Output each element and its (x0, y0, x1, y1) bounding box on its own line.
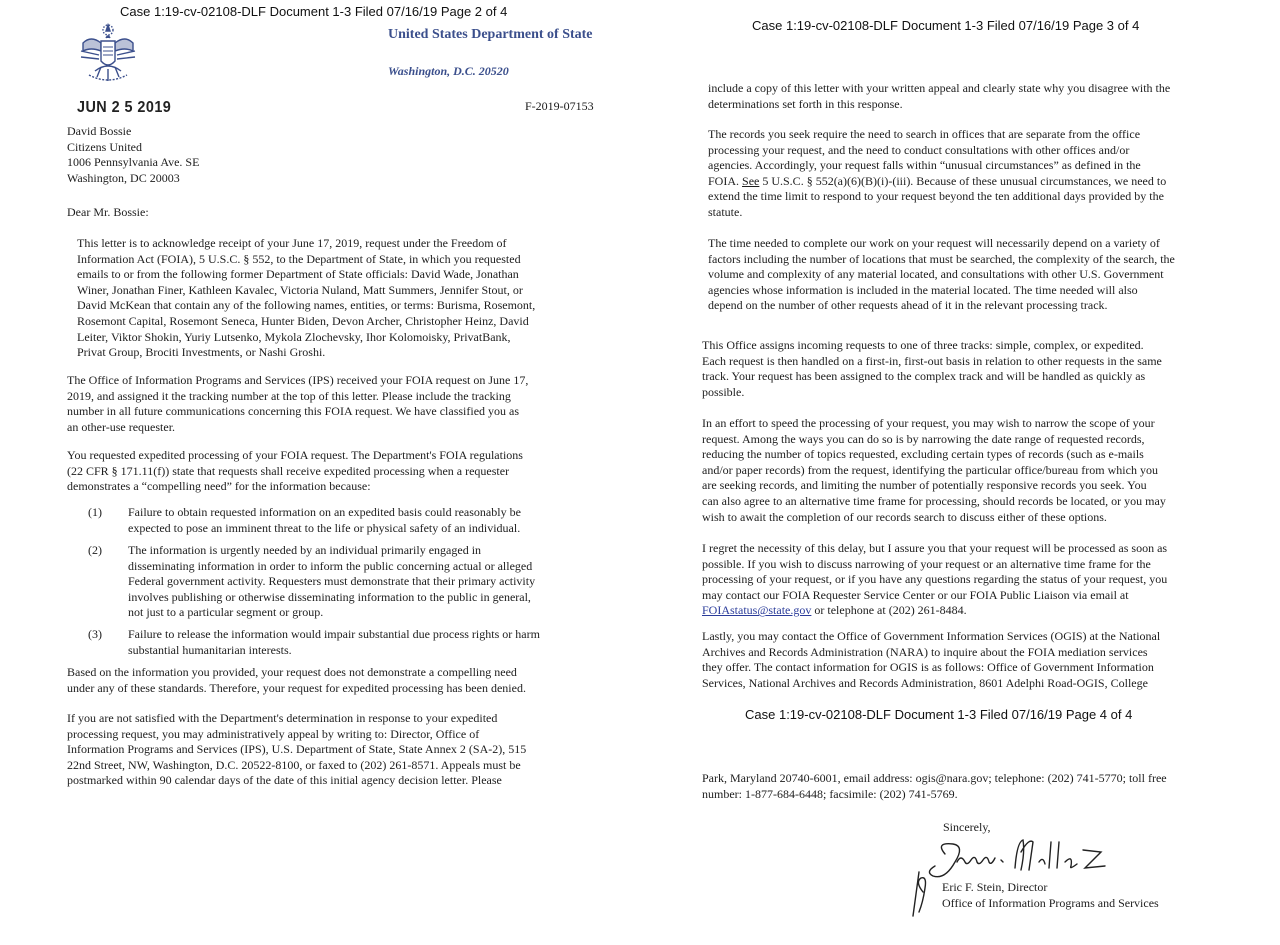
recipient-address (67, 124, 199, 186)
text-line: demonstrates a “compelling need” for the information because: (67, 479, 371, 494)
text-line: possible. If you wish to discuss narrowing of your request or an alternative time frame for the (702, 556, 1151, 571)
text-line: include a copy of this letter with your written appeal and clearly state why you disagree with the (708, 81, 1171, 95)
text-line: disseminating information in order to inform the public concerning actual or alleged (128, 558, 533, 573)
text-line: Information Programs and Services (IPS), U.S. Department of State, State Annex 2 (SA-2), 515 (67, 742, 527, 757)
text-line: processing your request, and the need to conduct consultations with other offices and/or (708, 142, 1130, 157)
ogis-contact-continuation (702, 771, 1167, 802)
list-item-number: (3) (88, 627, 102, 641)
text-line: Leiter, Viktor Shokin, Yuriy Lutsenko, Mykola Zlochevsky, Ihor Kolomoisky, PrivatBank, (77, 329, 511, 344)
text-line (702, 603, 1167, 619)
text-line: This Office assigns incoming requests to one of three tracks: simple, complex, or expedited. (702, 338, 1144, 352)
text-line: they offer. The contact information for OGIS is as follows: Office of Government Information (702, 660, 1154, 675)
text-line: Park, Maryland 20740-6001, email address: ogis@nara.gov; telephone: (202) 741-5770; toll free (702, 771, 1167, 785)
contact-paragraph (702, 541, 1167, 619)
appeal-continuation-paragraph (708, 81, 1170, 112)
address-line: David Bossie (67, 124, 132, 138)
salutation: Dear Mr. Bossie: (67, 205, 149, 219)
text-line: and/or paper records) from the request, identifying the particular office/bureau from which you (702, 462, 1158, 477)
text-fragment: 5 U.S.C. § 552(a)(6)(B)(i)-(iii). Because of these unusual circumstances, we need to (759, 173, 1167, 188)
page3-header: Case 1:19-cv-02108-DLF Document 1-3 Filed 07/16/19 Page 3 of 4 (752, 18, 1140, 33)
narrow-scope-paragraph (702, 416, 1166, 525)
text-line: processing request, you may administratively appeal by writing to: Director, Office of (67, 726, 480, 741)
letterhead-city: Washington, D.C. 20520 (388, 64, 509, 78)
signer-office: Office of Information Programs and Services (942, 895, 1159, 910)
appeal-paragraph (67, 711, 526, 789)
address-line: Citizens United (67, 139, 142, 154)
time-needed-paragraph (708, 236, 1175, 314)
text-line: possible. (702, 384, 745, 399)
ips-receipt-paragraph (67, 373, 528, 435)
text-line: Based on the information you provided, your request does not demonstrate a compelling need (67, 665, 517, 679)
text-line: expected to pose an imminent threat to the life or physical safety of an individual. (128, 520, 521, 535)
page2-header: Case 1:19-cv-02108-DLF Document 1-3 Filed 07/16/19 Page 2 of 4 (120, 4, 508, 19)
signature-block (942, 880, 1159, 911)
text-fragment: FOIA. (708, 173, 743, 188)
text-line: Services, National Archives and Records Administration, 8601 Adelphi Road-OGIS, College (702, 675, 1148, 690)
department-seal-icon (77, 21, 139, 85)
page4-header: Case 1:19-cv-02108-DLF Document 1-3 Filed 07/16/19 Page 4 of 4 (745, 707, 1133, 722)
list-item-text (128, 543, 535, 621)
text-line: determinations set forth in this response. (708, 96, 903, 111)
text-line: David McKean that contain any of the following names, entities, or terms: Burisma, Rosemont, (77, 298, 536, 313)
text-line: emails to or from the following former Department of State officials: David Wade, Jonathan (77, 267, 519, 282)
text-line: Each request is then handled on a first-in, first-out basis in relation to other requests in the same (702, 353, 1162, 368)
text-fragment: or telephone at (202) 261-8484. (811, 603, 967, 618)
text-line: request. Among the ways you can do so is by narrowing the date range of requested records, (702, 431, 1145, 446)
text-line: The Office of Information Programs and Services (IPS) received your FOIA request on June 17, (67, 373, 529, 387)
text-line: The information is urgently needed by an individual primarily engaged in (128, 543, 482, 557)
text-line: number in all future communications concerning this FOIA request. We have classified you as (67, 404, 520, 419)
text-line: extend the time limit to respond to your request beyond the ten additional days provided by the (708, 189, 1164, 204)
text-line: track. Your request has been assigned to the complex track and will be handled as quickly as (702, 369, 1146, 384)
text-line: an other-use requester. (67, 419, 176, 434)
text-line: Failure to release the information would impair substantial due process rights or harm (128, 627, 540, 641)
text-line: postmarked within 90 calendar days of the date of this initial agency decision letter. Please (67, 773, 502, 788)
text-line: The time needed to complete our work on your request will necessarily depend on a variety of (708, 236, 1160, 250)
text-line: can also agree to an alternative time frame for processing, should records be located, or you may (702, 493, 1166, 508)
text-line: I regret the necessity of this delay, but I assure you that your request will be processed as soon as (702, 541, 1168, 555)
text-line: Lastly, you may contact the Office of Government Information Services (OGIS) at the National (702, 629, 1161, 643)
text-line: number: 1-877-684-6448; facsimile: (202) 741-5769. (702, 786, 958, 801)
text-line: reducing the number of topics requested, excluding certain types of records (such as e-mails (702, 447, 1144, 462)
text-line: depend on the number of other requests ahead of it in the relevant processing track. (708, 298, 1108, 313)
text-line: In an effort to speed the processing of your request, you may wish to narrow the scope of your (702, 416, 1155, 430)
date-stamp: JUN 2 5 2019 (77, 99, 172, 116)
expedited-request-paragraph (67, 448, 523, 495)
text-line: Winer, Jonathan Finer, Kathleen Kavalec, Victoria Nuland, Matt Summers, Jennifer Stout, or (77, 282, 523, 297)
text-line: are seeking records, and limiting the number of potentially responsive records you seek. You (702, 478, 1147, 493)
signer-name: Eric F. Stein, Director (942, 880, 1048, 894)
text-line: volume and complexity of any material located, and consultations with other U.S. Government (708, 267, 1164, 282)
text-line: agencies whose information is included in the material located. The time needed will also (708, 282, 1138, 297)
address-line: 1006 Pennsylvania Ave. SE (67, 155, 200, 170)
see-citation-signal: See (742, 173, 760, 188)
text-line: Rosemont Capital, Rosemont Seneca, Hunter Biden, Devon Archer, Christopher Heinz, David (77, 313, 529, 328)
text-line: substantial humanitarian interests. (128, 642, 292, 657)
text-line: not just to a particular segment or group. (128, 605, 324, 620)
text-line (708, 174, 1166, 190)
letterhead-department: United States Department of State (388, 27, 593, 42)
list-item-text (128, 627, 540, 658)
closing: Sincerely, (943, 820, 991, 834)
text-line: agencies. Accordingly, your request falls within “unusual circumstances” as defined in the (708, 158, 1141, 173)
text-line: statute. (708, 204, 743, 219)
text-line: involves publishing or otherwise disseminating information to the public in general, (128, 589, 531, 604)
text-line: You requested expedited processing of your FOIA request. The Department's FOIA regulations (67, 448, 523, 462)
text-line: may contact our FOIA Requester Service Center or our FOIA Public Liaison via email at (702, 587, 1129, 602)
address-line: Washington, DC 20003 (67, 170, 180, 185)
text-line: factors including the number of locations that must be searched, the complexity of the search, the (708, 251, 1175, 266)
text-line: wish to await the completion of our records search to discuss either of these options. (702, 509, 1107, 524)
tracking-number: F-2019-07153 (525, 99, 594, 113)
text-line: 22nd Street, NW, Washington, D.C. 20522-8100, or faxed to (202) 261-8571. Appeals must be (67, 757, 521, 772)
text-line: under any of these standards. Therefore, your request for expedited processing has been denied. (67, 680, 526, 695)
text-line: Federal government activity. Requesters must demonstrate that their primary activity (128, 574, 536, 589)
denial-paragraph (67, 665, 526, 696)
text-line: (22 CFR § 171.11(f)) state that requests shall receive expedited processing when a requester (67, 463, 510, 478)
text-line: Archives and Records Administration (NARA) to inquire about the FOIA mediation services (702, 644, 1148, 659)
foia-status-email-link[interactable]: FOIAstatus@state.gov (702, 603, 812, 618)
list-item-number: (2) (88, 543, 102, 557)
list-item-text (128, 505, 521, 536)
text-line: 2019, and assigned it the tracking number at the top of this letter. Please include the tracking (67, 388, 511, 403)
text-line: The records you seek require the need to search in offices that are separate from the office (708, 127, 1141, 141)
text-line: This letter is to acknowledge receipt of your June 17, 2019, request under the Freedom of (77, 236, 507, 250)
text-line: Failure to obtain requested information on an expedited basis could reasonably be (128, 505, 521, 519)
text-line: Information Act (FOIA), 5 U.S.C. § 552, to the Department of State, in which you requested (77, 251, 521, 266)
ogis-paragraph (702, 629, 1160, 691)
unusual-circumstances-paragraph (708, 127, 1166, 221)
acknowledgement-paragraph (77, 236, 535, 361)
text-line: processing of your request, or if you have any questions regarding the status of your request, you (702, 572, 1168, 587)
tracks-paragraph (702, 338, 1162, 400)
text-line: Privat Group, Brociti Investments, or Nashi Groshi. (77, 345, 326, 360)
text-line: If you are not satisfied with the Department's determination in response to your expedited (67, 711, 498, 725)
list-item-number: (1) (88, 505, 102, 519)
